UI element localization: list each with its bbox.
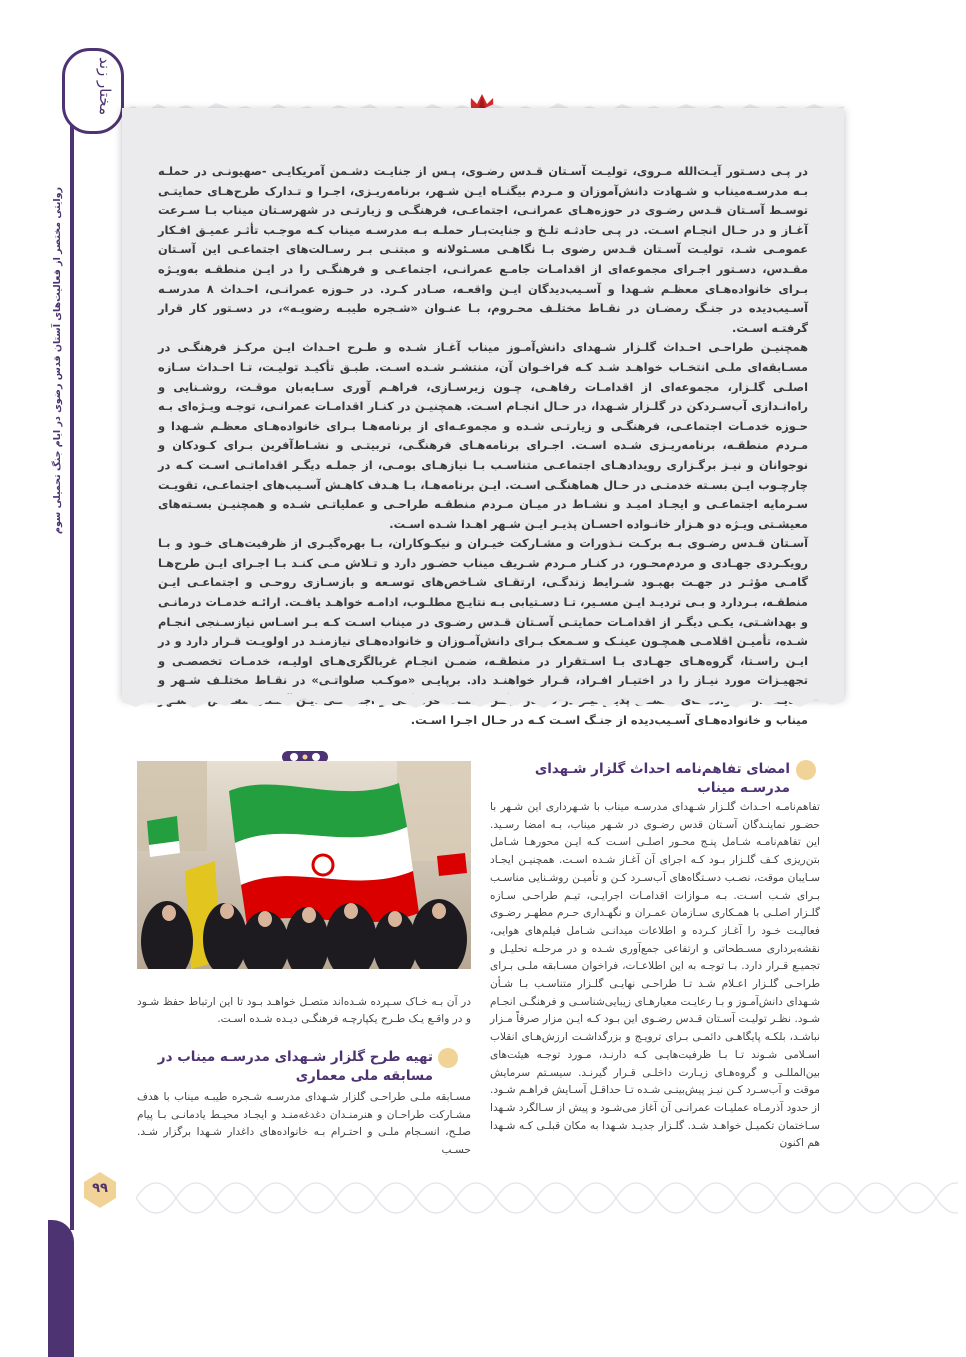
side-title: روایتی مختصر از فعالیت‌های آستان قدس رضوی در ایام جنگ تحمیلی سوم (52, 186, 63, 534)
side-rail-tab (48, 1220, 74, 1357)
main-paragraph: همچنیـن طراحـی احـداث گلـزار شـهدای دانش‌آمـوز میناب آغـاز شـده و طـرح احـداث ایـن مرکـز فرهنگـی در مسـابقه‌ای ملـی انتخـاب خواهـد شـد کـه فراخـوان آن، منتشـر شـده اسـت. طبـق تأکیـد تولیـت، تـا احـداث سـازه اصلـی گلـزار، مجموعه‌ای از اقدامـات رفاهـی، چـون زیرسـازی، فراهـم آوری سـایه‌بان موقـت، روشـنایی و راه‌انـدازی آب‌سـردکن در گلـزار شـهدا، در حـال انجـام اسـت. همچنیـن در کنـار اقدامـات عمرانـی، توجـه ویـژه‌ای بـه حـوزه خدمـات اجتماعـی، فرهنگـی و زیارتـی شـده و مجموعـه‌ای از برنامه‌هـا بـرای خانواده‌هـای معظـم شـهدا و مـردم منطقـه، برنامه‌ریـزی شـده اسـت. اجـرای برنامه‌هـای فرهنگـی، تربیتـی و نشـاط‌آفرین بـرای کـودکان و نوجوانان و نیـز برگـزاری رویدادهـای اجتماعـی متناسـب بـا نیازهـای بومـی، از جملـه دیگـر اقداماتـی اسـت کـه در چارچـوب ایـن بسـته خدمتـی در حـال هماهنگـی اسـت. ایـن برنامه‌هـا، بـا هـدف کاهـش آسـیب‌های اجتماعـی، تقویـت سـرمایه اجتماعـی و ایجـاد امیـد و نشـاط در میـان مـردم منطقـه طراحـی و عملیاتـی شـده و همچنیـن بسـته‌های معیشـتی ویـژه دو هـزار خانـواده احسـان پذیـر ایـن شـهر اهـدا شـده اسـت. (158, 340, 808, 531)
publication-logo (62, 48, 124, 134)
section-heading: امضای تفاهم‌نامه احداث گلزار شـهدای مدرسـه میناب (534, 761, 790, 796)
rally-photo (137, 761, 471, 969)
left-paragraph: مسـابقه ملـی طراحـی گلزار شـهدای مدرسـه شـجره طیبـه میناب با هدف مشـارکت طراحـان و هنرمنـدان دغدغه‌منـد و ایجـاد محیـط یادمانـی بـا پیام صلـح، انسـجام ملـی و احتـرام بـه خانواده‌های داغدار شـهدا برگزار شـد. حسـب (137, 1091, 471, 1157)
torn-edge-bottom (122, 694, 844, 712)
left-column-text (137, 1089, 471, 1160)
main-paragraph: آسـتان قـدس رضـوی بـه برکـت نـذورات و مشـارکت خیـران و نیکـوکاران، بـا بهره‌گیـری از ظرفیت‌هـای خـود و بـا رویکـردی جهـادی و مردم‌محـور، در کنـار مـردم شـریف میناب حضـور دارد و تـلاش مـی کنـد بـا اجـرای ایـن طرح‌هـا گامـی مؤثـر در جهـت بهبـود شـرایط زندگـی، ارتقـای شـاخص‌های توسـعه و بازسـازی روحـی و اجتماعـی ایـن منطقـه، بـردارد و بـی تردیـد ایـن مسـیر، تـا دسـتیابی بـه نتایـج مطلـوب، ادامـه خواهـد یافـت. ارائـه خدمـات درمانـی و بهداشـتی، یکـی دیگـر از اقدامـات حمایتـی آسـتان قـدس رضـوی در میناب اسـت کـه بـر اسـاس نیازسـنجی انجـام شـده، تأمیـن اقلامـی همچـون عینـک و سـمعک بـرای دانش‌آمـوزان و خانواده‌هـای نیازمنـد در اولویـت قـرار دارد و در ایـن راسـتا، گروه‌هـای جهـادی بـا اسـتقرار در منطقـه، ضمـن انجـام غربالگری‌هـای اولیـه، خدمـات تخصصـی و تجهیـزات مورد نیـاز را در اختیـار افـراد، قـرار خواهنـد داد. برپایـی «موکـب صلواتـی» در نقـاط مختلـف شـهر و ایـن میناب و خانواده‌هـای آسـیب‌دیده از جنـگ اسـت کـه در حـال اجـرا اسـت. (158, 536, 808, 727)
main-text (158, 162, 808, 730)
main-text-box (122, 108, 844, 727)
section-heading: تهیه طرح گلزار شـهدای مدرسـه میناب در مسابقه ملی معماری (157, 1049, 433, 1084)
photo-caption: در آن بـه خـاک سـپرده شـده‌اند متصـل خواهـد بـود تا این ارتباط حفظ شـود و در واقـع یـک طـرح یکپارچـه فرهنگـی دیـده شـده اسـت. (137, 996, 471, 1026)
page-number: ۹۹ (92, 1181, 108, 1196)
page-number-badge (80, 1170, 120, 1210)
decorative-pattern (136, 1168, 958, 1228)
main-paragraph: در پـی دسـتور آیـت‌الله مـروی، تولیـت آسـتان قـدس رضـوی، پـس از جنایـت دشـمن آمریکایـی -صهیونـی در حملـه بـه مدرسـه‌میناب و شـهادت دانش‌آموزان و مـردم بیگنـاه ایـن شـهر، برنامه‌ریـزی، اجـرا و تـدارک طرح‌هـای حمایتـی توسـط آسـتان قـدس رضـوی در حوزه‌هـای عمرانـی، اجتماعـی، فرهنگـی و زیارتـی در شهرسـتان میناب بـا سـرعت آغـاز و در حـال انجـام اسـت. در پـی حادثـه تلـخ و جنایت‌بـار حملـه بـه مدرسـه میناب کـه موجـب تأثـر عمیـق افـکار عمومـی شـد، تولیـت آسـتان قـدس رضوی بـا نگاهـی مسـئولانه و مبتنـی بـر رسـالت‌های اجتماعـی این آسـتان مقـدس، دسـتور اجـرای مجموعه‌ای از اقدامـات جامـع عمرانـی، اجتماعـی و فرهنگـی را در ایـن منطقـه به‌ویـژه بـرای خانواده‌هـای معظـم شـهدا و آسـیب‌دیدگان ایـن واقعـه، صـادر کـرد. در حـوزه عمرانـی، احـداث ۸ مدرسـه آسـیب‌دیده در جنـگ رمضـان در نقـاط مختلـف محـروم، بـا عنـوان «شـجره طیبـه رضویـه»، در دسـتور کار قرار گرفتـه اسـت. (158, 164, 808, 335)
right-paragraph: تفاهم‌نامـه احـداث گلـزار شـهدای مدرسـه میناب با شـهرداری این شـهر با حضـور نماینـدگان آسـتان قدس رضـوی در شـهر میناب، بـه امضا رسـید. این تفاهم‌نامـه شـامل پنـج محـور اصلـی اسـت کـه ایـن محورهـا شـامل بتن‌ریزی کـف گلـزار بـود کـه اجرای آن آغـاز شـده اسـت. همچنیـن ایجـاد سـایبان موقت، نصـب دسـتگاه‌های آب‌سـرد کـن و تأمیـن روشـنایی مناسـب بـرای شـب اسـت. بـه مـوازات اقدامـات اجرایـی، تیـم طراحـی سـازه گلـزار اصلـی با همـکاری سـازمان عمـران و نگهـداری حـرم مطهـر رضـوی فعالیـت خـود را آغـاز کـرده و اطلاعات میدانـی شـامل فیلم‌های هوایی، نقشه‌برداری مسـطحاتی و ارتفاعی جمع‌آوری شـده و در مرحلـه تحلیـل و تجمیـع قـرار دارد. بـا توجـه به این اطلاعـات، فراخوان مسـابقه ملـی بـرای طراحـی گلـزار اعـلام شـد تـا طراحـی نهایـی گلـزار متناسـب بـا شـأن شـهدای دانش‌آمـوز و بـا رعایـت معیارهـای زیبایی‌شناسـی و فرهنگـی انجـام شـود. نظـر تولیـت آسـتان قـدس رضـوی این بـود کـه ایـن مزار صرفاً مـزار نباشـد، بلکـه پایگاهـی دائمـی بـرای ترویـج و بزرگداشـت ارزش‌هـای انقلاب اسـلامی شـوند تـا بـا ظرفیت‌هایـی کـه دارنـد، مـورد توجـه هیئت‌های بین‌المللـی و گروه‌هـای زیـارت داخلـی قـرار گیرنـد. سیسـتم سرمایش موقت و آب‌سـرد کـن نیـز پیش‌بینـی شـده تـا حداقـل آسـایش فراهـم شـود. از حدود آذرمـاه عملیـات عمرانـی آن آغاز می‌شـود و پیش از سـالگرد شـهدا سـاختمان تکمیـل خواهـد شـد. گلـزار جدیـد شـهدا به مکان قبلـی کـه شـهدا هم اکنون (490, 801, 820, 1150)
rally-photo-illustration (137, 761, 471, 969)
heading-bullet-icon (438, 1048, 458, 1068)
right-column-text (490, 799, 820, 1153)
logo-text: مختار زند (96, 57, 114, 116)
heading-bullet-icon (796, 760, 816, 780)
